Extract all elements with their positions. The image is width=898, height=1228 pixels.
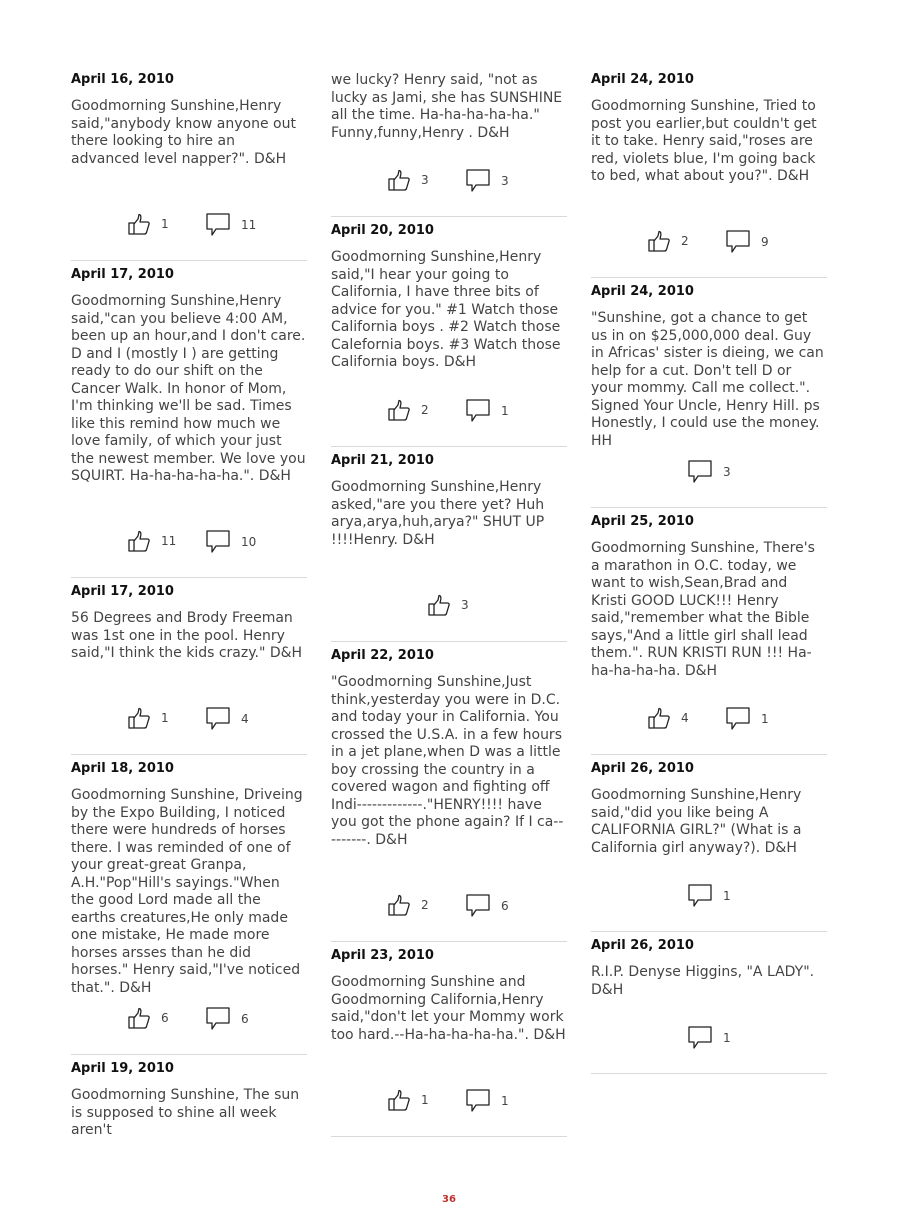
- comment-count: 3: [723, 465, 731, 479]
- post-stats: [591, 203, 827, 277]
- speech-bubble-icon: [687, 883, 713, 909]
- comment-stat[interactable]: [725, 229, 769, 255]
- like-stat[interactable]: [387, 398, 429, 422]
- comment-stat[interactable]: [465, 398, 509, 424]
- post: [591, 508, 827, 755]
- post-text: Goodmorning Sunshine,Henry asked,"are you there yet? Huh arya,arya,huh,arya?" SHUT UP !!!!Henry. D&H: [331, 479, 549, 548]
- thumbs-up-icon: [427, 593, 451, 617]
- post: [591, 66, 827, 278]
- post-text: Goodmorning Sunshine, Driveing by the Expo Building, I noticed there were hundreds of horses there. I was reminded of one of your great-great Granpa, A.H."Pop"Hill's sayings."When the good Lord made all the earths creatures,He only made one mistake, He made more horses arsses than he did horses." Henry said,"I've noticed that.". D&H: [71, 787, 308, 996]
- like-stat[interactable]: [127, 1006, 169, 1030]
- post-stats: [331, 372, 567, 446]
- like-count: 1: [161, 217, 169, 231]
- speech-bubble-icon: [205, 212, 231, 238]
- comment-count: 1: [501, 1094, 509, 1108]
- comment-count: 3: [501, 174, 509, 188]
- thumbs-up-icon: [127, 212, 151, 236]
- comment-count: 6: [241, 1012, 249, 1026]
- like-stat[interactable]: [427, 593, 469, 617]
- like-stat[interactable]: [647, 229, 689, 253]
- post-text: Goodmorning Sunshine and Goodmorning California,Henry said,"don't let your Mommy work too hard.--Ha-ha-ha-ha-ha.". D&H: [331, 974, 569, 1043]
- thumbs-up-icon: [647, 229, 671, 253]
- post-text: Goodmorning Sunshine,Henry said,"can you believe 4:00 AM, been up an hour,and I don't care. D and I (mostly I ) are getting ready to do our shift on the Cancer Walk. In honor of Mom, I'm thinking we'll be sad. Times like this remind how much we love family, of which your just the newest member. We love you SQUIRT. Ha-ha-ha-ha-ha.". D&H: [71, 293, 311, 484]
- comment-count: 11: [241, 218, 257, 232]
- post: [71, 755, 307, 1055]
- comment-stat[interactable]: [465, 168, 509, 194]
- post: [591, 755, 827, 932]
- post-stats: [71, 980, 307, 1054]
- post-text: R.I.P. Denyse Higgins, "A LADY". D&H: [591, 964, 819, 998]
- speech-bubble-icon: [465, 893, 491, 919]
- thumbs-up-icon: [387, 1088, 411, 1112]
- post-stats: [591, 857, 827, 931]
- thumbs-up-icon: [387, 168, 411, 192]
- like-count: 1: [421, 1093, 429, 1107]
- like-count: 2: [421, 898, 429, 912]
- post-partial: [71, 1055, 307, 1140]
- comment-stat[interactable]: [687, 883, 731, 909]
- post: [71, 261, 311, 578]
- post-date: April 26, 2010: [591, 761, 694, 776]
- post-text: Goodmorning Sunshine,Henry said,"did you like being A CALIFORNIA GIRL?" (What is a California girl anyway?). D&H: [591, 787, 806, 856]
- like-count: 6: [161, 1011, 169, 1025]
- comment-count: 4: [241, 712, 249, 726]
- speech-bubble-icon: [725, 229, 751, 255]
- post: [591, 932, 827, 1074]
- comment-stat[interactable]: [205, 706, 249, 732]
- post-date: April 17, 2010: [71, 584, 174, 599]
- comment-stat[interactable]: [465, 893, 509, 919]
- like-count: 1: [161, 711, 169, 725]
- comment-count: 10: [241, 535, 257, 549]
- comment-count: 1: [723, 889, 731, 903]
- thumbs-up-icon: [127, 706, 151, 730]
- column-2: [331, 66, 567, 1137]
- post-date: April 23, 2010: [331, 948, 434, 963]
- post: [331, 217, 567, 447]
- speech-bubble-icon: [465, 1088, 491, 1114]
- post-text: Goodmorning Sunshine, There's a marathon in O.C. today, we want to wish,Sean,Brad and Kristi GOOD LUCK!!! Henry said,"remember what the Bible says,"And a little girl shall lead them.". RUN KRISTI RUN !!! Ha-ha-ha-ha-ha. D&H: [591, 540, 820, 679]
- post-stats: [591, 680, 827, 754]
- like-stat[interactable]: [647, 706, 689, 730]
- like-count: 2: [681, 234, 689, 248]
- like-stat[interactable]: [387, 168, 429, 192]
- like-stat[interactable]: [127, 212, 169, 236]
- post-text: Goodmorning Sunshine, Tried to post you earlier,but couldn't get it to take. Henry said,"roses are red, violets blue, I'm going back to bed, what about you?". D&H: [591, 98, 822, 184]
- post-stats: [591, 999, 827, 1073]
- post-stats: [71, 186, 307, 260]
- comment-stat[interactable]: [687, 459, 731, 485]
- post: [331, 447, 567, 642]
- post-text: "Goodmorning Sunshine,Just think,yesterday you were in D.C. and today your in California. You crossed the U.S.A. in a few hours in a jet plane,when D was a little boy crossing the country in a covered wagon and fighting off Indi-------------."HENRY!!!! have you got the phone again? If I ca---------. D&H: [331, 674, 567, 848]
- post: [71, 66, 307, 261]
- post: [591, 278, 827, 508]
- post-text: we lucky? Henry said, "not as lucky as Jami, she has SUNSHINE all the time. Ha-ha-ha-ha-ha." Funny,funny,Henry . D&H: [331, 72, 567, 141]
- like-count: 4: [681, 711, 689, 725]
- post-date: April 19, 2010: [71, 1061, 174, 1076]
- comment-count: 9: [761, 235, 769, 249]
- post-text: Goodmorning Sunshine,Henry said,"I hear your going to California, I have three bits of advice for you." #1 Watch those California boys . #2 Watch those Calefornia boys. #3 Watch those California boys. D&H: [331, 249, 565, 370]
- post-stats: [331, 1062, 567, 1136]
- post-date: April 16, 2010: [71, 72, 174, 87]
- post-date: April 17, 2010: [71, 267, 174, 282]
- post-stats: [331, 867, 567, 941]
- post-date: April 21, 2010: [331, 453, 434, 468]
- column-3: [591, 66, 827, 1074]
- comment-count: 1: [501, 404, 509, 418]
- post-date: April 18, 2010: [71, 761, 174, 776]
- post: [331, 642, 567, 942]
- speech-bubble-icon: [687, 459, 713, 485]
- comment-stat[interactable]: [725, 706, 769, 732]
- speech-bubble-icon: [465, 168, 491, 194]
- post-date: April 24, 2010: [591, 284, 694, 299]
- post-text: 56 Degrees and Brody Freeman was 1st one in the pool. Henry said,"I think the kids crazy." D&H: [71, 610, 303, 661]
- column-1: [71, 66, 311, 1140]
- post-text: Goodmorning Sunshine, The sun is supposed to shine all week aren't: [71, 1087, 304, 1138]
- thumbs-up-icon: [387, 893, 411, 917]
- like-stat[interactable]: [387, 893, 429, 917]
- post-text: "Sunshine, got a chance to get us in on $25,000,000 deal. Guy in Africas' sister is dieing, we can help for a cut. Don't tell D or your mommy. Call me collect.". Signed Your Uncle, Henry Hill. ps Honestly, I could use the money. HH: [591, 310, 829, 449]
- comment-count: 6: [501, 899, 509, 913]
- post-continued: [331, 66, 567, 217]
- like-count: 2: [421, 403, 429, 417]
- post: [71, 578, 307, 755]
- comment-stat[interactable]: [687, 1025, 731, 1051]
- post-stats: [71, 680, 307, 754]
- speech-bubble-icon: [205, 706, 231, 732]
- post-stats: [71, 503, 307, 577]
- comment-stat[interactable]: [465, 1088, 509, 1114]
- speech-bubble-icon: [687, 1025, 713, 1051]
- thumbs-up-icon: [127, 1006, 151, 1030]
- comment-stat[interactable]: [205, 1006, 249, 1032]
- like-count: 11: [161, 534, 177, 548]
- post-date: April 22, 2010: [331, 648, 434, 663]
- like-stat[interactable]: [127, 706, 169, 730]
- comment-count: 1: [723, 1031, 731, 1045]
- like-stat[interactable]: [387, 1088, 429, 1112]
- post-date: April 24, 2010: [591, 72, 694, 87]
- thumbs-up-icon: [387, 398, 411, 422]
- post-date: April 26, 2010: [591, 938, 694, 953]
- post: [331, 942, 567, 1137]
- speech-bubble-icon: [725, 706, 751, 732]
- like-count: 3: [461, 598, 469, 612]
- post-stats: [331, 142, 567, 216]
- comment-stat[interactable]: [205, 529, 256, 555]
- post-text: Goodmorning Sunshine,Henry said,"anybody know anyone out there looking to hire an advanced level napper?". D&H: [71, 98, 301, 167]
- post-date: April 25, 2010: [591, 514, 694, 529]
- comment-stat[interactable]: [205, 212, 256, 238]
- post-date: April 20, 2010: [331, 223, 434, 238]
- speech-bubble-icon: [205, 1006, 231, 1032]
- speech-bubble-icon: [465, 398, 491, 424]
- page-number: 36: [442, 1194, 456, 1205]
- like-count: 3: [421, 173, 429, 187]
- post-stats: [591, 433, 827, 507]
- thumbs-up-icon: [127, 529, 151, 553]
- post-stats: [331, 567, 567, 641]
- thumbs-up-icon: [647, 706, 671, 730]
- comment-count: 1: [761, 712, 769, 726]
- like-stat[interactable]: [127, 529, 176, 553]
- speech-bubble-icon: [205, 529, 231, 555]
